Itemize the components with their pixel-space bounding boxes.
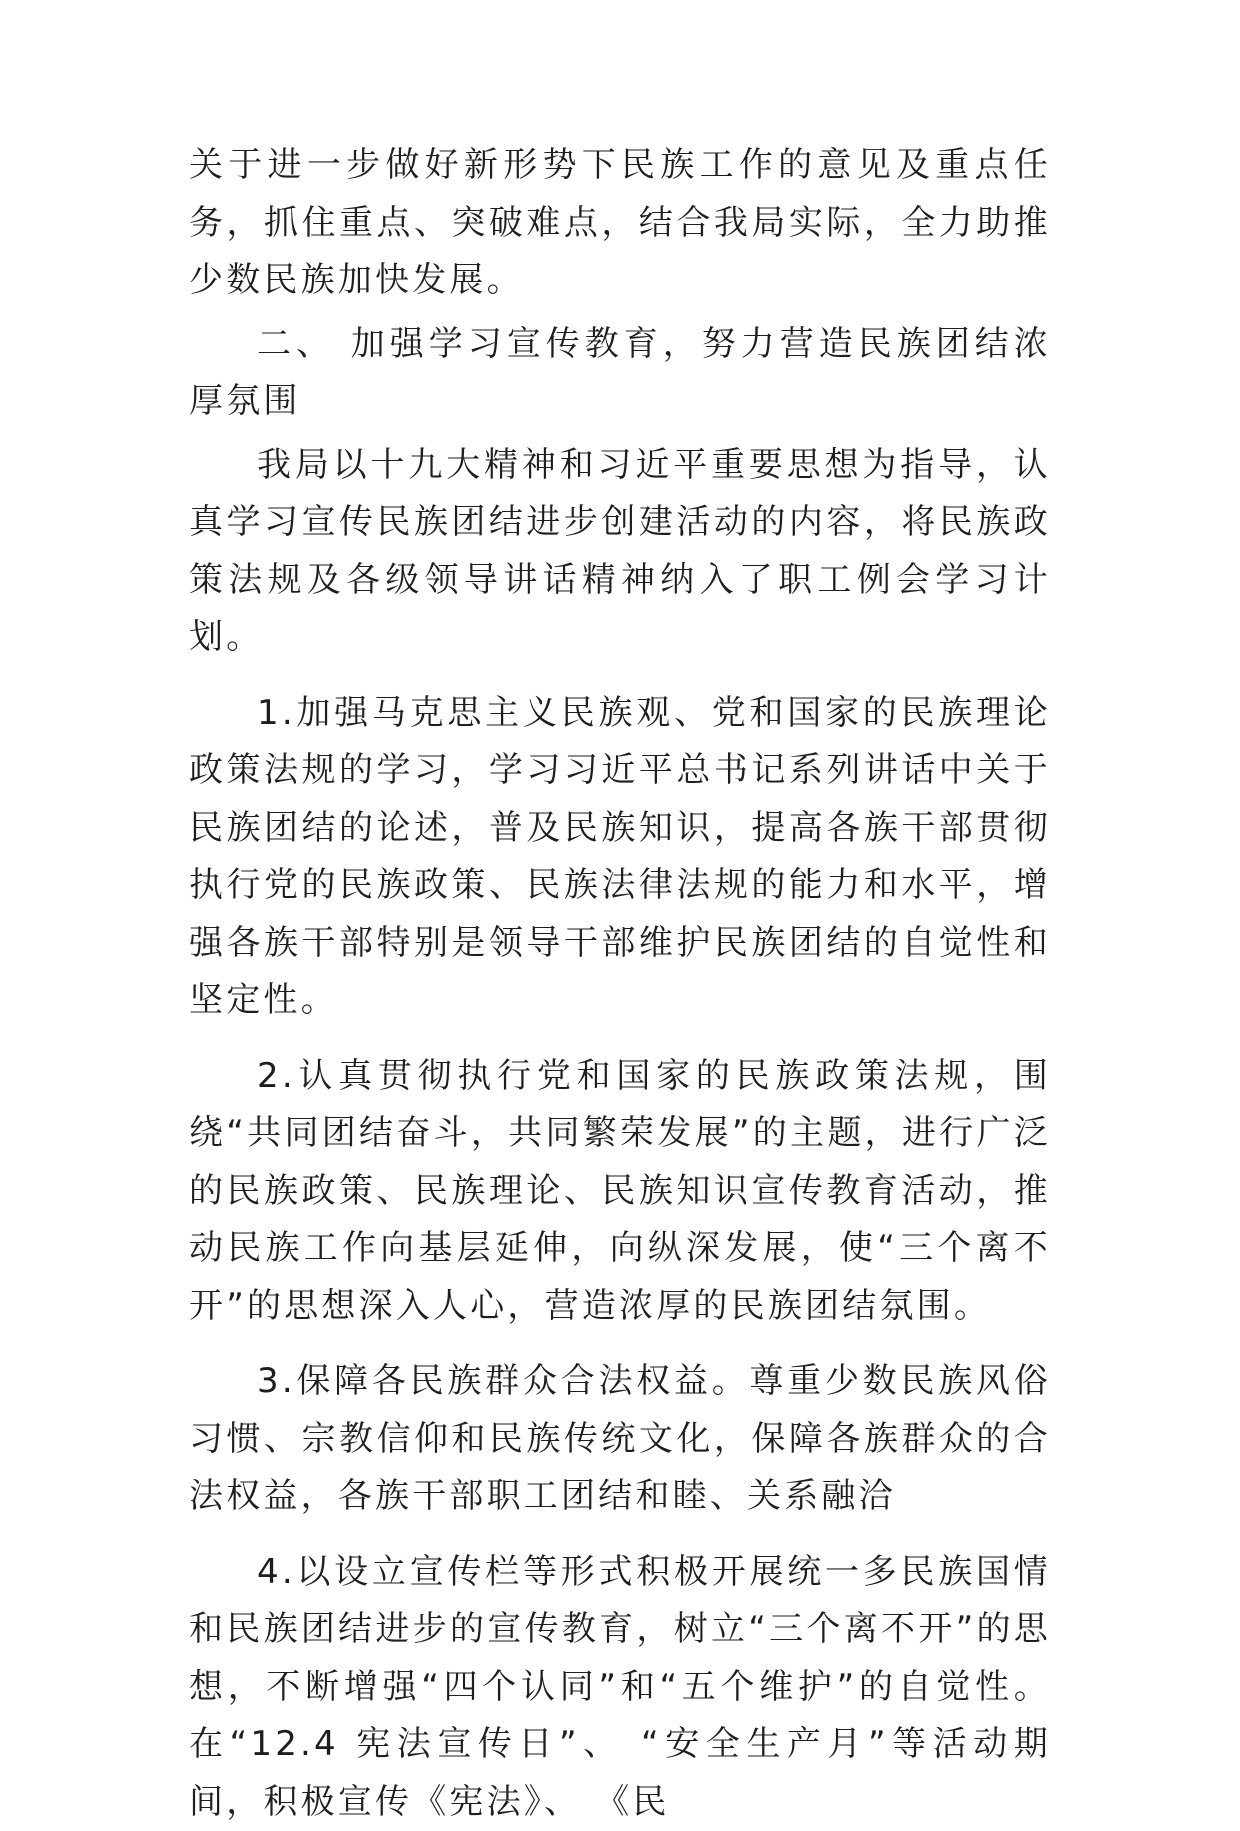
list-item-2: 2.认真贯彻执行党和国家的民族政策法规，围绕“共同团结奋斗，共同繁荣发展”的主题，进行广泛的民族政策、民族理论、民族知识宣传教育活动，推动民族工作向基层延伸，向纵深发展，使“三个离不开”的思想深入人心，营造浓厚的民族团结氛围。 [189,1048,1051,1336]
paragraph-intro-continuation: 关于进一步做好新形势下民族工作的意见及重点任务，抓住重点、突破难点，结合我局实际，全力助推少数民族加快发展。 [189,137,1051,310]
list-item-3: 3.保障各民族群众合法权益。尊重少数民族风俗习惯、宗教信仰和民族传统文化，保障各族群众的合法权益，各族干部职工团结和睦、关系融洽 [189,1353,1051,1526]
section-heading-2: 二、 加强学习宣传教育，努力营造民族团结浓厚氛围 [189,316,1051,431]
list-item-4: 4.以设立宣传栏等形式积极开展统一多民族国情和民族团结进步的宣传教育，树立“三个离不开”的思想，不断增强“四个认同”和“五个维护”的自觉性。在“12.4 宪法宣传日”、 “安全生产月”等活动期间，积极宣传《宪法》、 《民 [189,1544,1051,1831]
document-body [189,137,1051,1831]
list-item-1: 1.加强马克思主义民族观、党和国家的民族理论政策法规的学习，学习习近平总书记系列讲话中关于民族团结的论述，普及民族知识，提高各族干部贯彻执行党的民族政策、民族法律法规的能力和水平，增强各族干部特别是领导干部维护民族团结的自觉性和坚定性。 [189,685,1051,1030]
paragraph-study-overview: 我局以十九大精神和习近平重要思想为指导，认真学习宣传民族团结进步创建活动的内容，将民族政策法规及各级领导讲话精神纳入了职工例会学习计划。 [189,437,1051,667]
